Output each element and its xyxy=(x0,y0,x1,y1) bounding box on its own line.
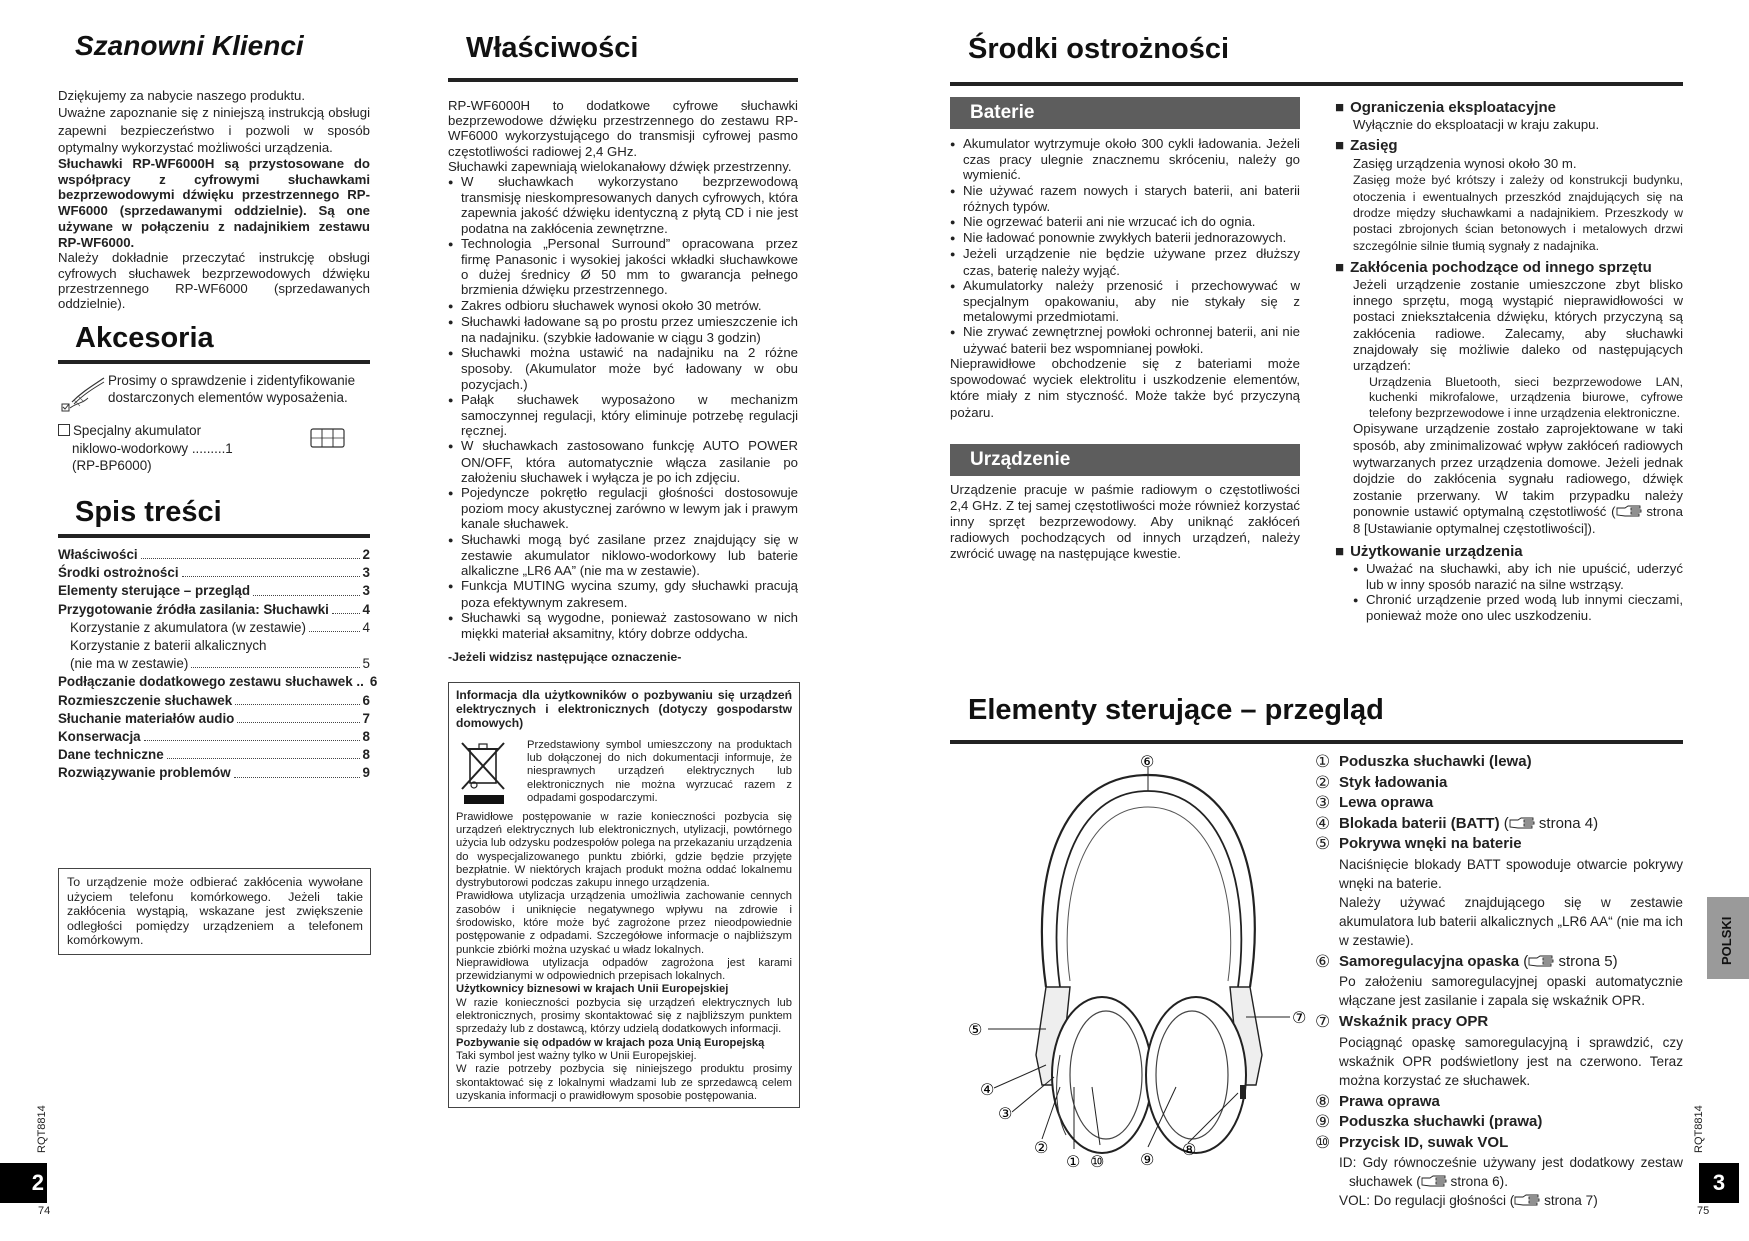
toc-row[interactable] xyxy=(58,637,370,655)
features-bullets xyxy=(448,174,798,641)
customers-p3: Słuchawki RP-WF6000H są przystosowane do współpracy z cyfrowymi słuchawkami bezprzewodowymi dźwięku przestrzennego RP-WF6000 (sprzedawanymi oddzielnie). Są one używane w połączeniu z nadajnikiem zestawu RP-WF6000. xyxy=(58,156,370,250)
features-intro2: Słuchawki zapewniają wielokanałowy dźwięk przestrzenny. xyxy=(448,158,792,174)
battery-pack-icon xyxy=(310,427,346,449)
disposal-business-heading: Użytkownicy biznesowi w krajach Unii Europejskiej xyxy=(456,983,729,996)
marking-label: -Jeżeli widzisz następujące oznaczenie- xyxy=(448,650,682,665)
accessories-note xyxy=(58,372,370,406)
left-page-number: 2 xyxy=(0,1163,47,1203)
control-item-5: ⑤ Pokrywa wnęki na baterie xyxy=(1315,834,1522,853)
diagram-label-3: ③ xyxy=(998,1104,1013,1123)
toc-page: 9 xyxy=(362,765,370,781)
toc-leader xyxy=(269,637,367,650)
diagram-label-1: ① xyxy=(1066,1152,1081,1171)
feature-bullet: ● W słuchawkach zastosowano funkcję AUTO POWER ON/OFF, która automatycznie włącza zasilanie po założeniu słuchawek i wyłącza je po ich zdjęciu. xyxy=(448,438,798,485)
disposal-outside-heading: Pozbywanie się odpadów w krajach poza Unią Europejską xyxy=(456,1036,765,1049)
battery-bullets xyxy=(950,136,1300,356)
toc-row[interactable] xyxy=(58,619,370,637)
range-heading: ■ Zasięg xyxy=(1335,136,1683,155)
toc-page: 4 xyxy=(362,619,370,635)
feature-bullet: ● Zakres odbioru słuchawek wynosi około 30 metrów. xyxy=(448,298,798,314)
toc-label: (nie ma w zestawie) xyxy=(70,656,189,672)
accessory-line-1: Specjalny akumulator xyxy=(58,422,370,440)
controls-list xyxy=(1315,752,1683,1210)
right-doc-code: RQT8814 xyxy=(1693,1105,1705,1153)
toc-leader xyxy=(167,746,360,759)
toc-leader xyxy=(253,582,360,595)
customers-body xyxy=(58,88,370,311)
checkbox-icon[interactable] xyxy=(58,424,70,436)
toc-page: 3 xyxy=(362,583,370,599)
toc-leader xyxy=(141,546,360,559)
disposal-p5: Taki symbol jest ważny tylko w Unii Europejskiej. xyxy=(456,1049,697,1062)
toc-row[interactable] xyxy=(58,546,370,564)
battery-bullet: ● Akumulatorky należy przenosić i przechowywać w specjalnym opakowaniu, aby nie stykały się z metalowymi przedmiotami. xyxy=(950,278,1300,325)
battery-bullet: ● Nie zrywać zewnętrznej powłoki ochronnej baterii, ani nie używać baterii bez wspomnianej powłoki. xyxy=(950,324,1300,355)
precautions-heading xyxy=(950,30,1683,86)
toc-page: 3 xyxy=(362,565,370,581)
customers-title: Szanowni Klienci xyxy=(75,30,304,61)
diagram-label-2: ② xyxy=(1034,1138,1049,1157)
feature-bullet: ● Słuchawki można ustawić na nadajniku na 2 różne sposoby. (Akumulator może być ładowany w obu pozycjach.) xyxy=(448,345,798,392)
control-item-10: ⑩ Przycisk ID, suwak VOL xyxy=(1315,1132,1509,1152)
feature-bullet: ● Słuchawki są wygodne, ponieważ zastosowano w nich miękki materiał aksamitny, który dobrze oddycha. xyxy=(448,610,798,641)
battery-bullet: ● Nie używać razem nowych i starych baterii, ani baterii różnych typów. xyxy=(950,183,1300,214)
interference-heading: ■ Zakłócenia pochodzące od innego sprzętu xyxy=(1335,258,1683,277)
toc-label: Przygotowanie źródła zasilania: Słuchawki xyxy=(58,601,329,617)
interference-text-2: Urządzenia Bluetooth, sieci bezprzewodowe LAN, kuchenki mikrofalowe, urządzenia biurowe, cyfrowe telefony bezprzewodowe i inne urządzenia elektroniczne. xyxy=(1369,374,1683,420)
disposal-p1: Prawidłowe postępowanie w razie konieczności pozbycia się urządzeń elektrycznych lub elektronicznych, utylizacji, powtórnego użycia lub odzysku podzespołów polega na przekazaniu urządzenia do wyspecjalizowanego punktu zbiórki, gdzie będzie przyjęte bezpłatnie. W niektórych krajach produkt można oddać lokalnemu dystrybutorowi podczas zakupu innego urządzenia. xyxy=(456,810,792,890)
toc-row[interactable] xyxy=(58,746,370,764)
device-text: Urządzenie pracuje w paśmie radiowym o częstotliwości 2,4 GHz. Z tej samej częstotliwości może również korzystać inny sprzęt bezprzewodowy. Aby uniknąć zakłóceń radiowych pochodzących od innych urządzeń, należy zwrócić uwagę na następujące kwestie. xyxy=(950,482,1300,561)
left-page-small: 74 xyxy=(38,1205,51,1217)
feature-bullet: ● Słuchawki mogą być zasilane przez znajdujący się w zestawie akumulator niklowo-wodorkowy lub baterie alkaliczne „LR6 AA” (nie ma w zestawie). xyxy=(448,532,798,579)
disposal-symbol-row xyxy=(456,739,792,811)
toc-page: 6 xyxy=(362,692,370,708)
control-7-desc: Pociągnąć opaskę samoregulacyjną i sprawdzić, czy wskaźnik OPR podświetlony jest na czerwono. Teraz można korzystać ze słuchawek. xyxy=(1339,1034,1683,1088)
crossed-bin-icon xyxy=(460,739,508,805)
control-item-2: ② Styk ładowania xyxy=(1315,772,1448,792)
toc-row[interactable] xyxy=(58,692,370,710)
interference-text-1: Jeżeli urządzenie zostanie umieszczone zbyt blisko innego sprzętu, mogą wystąpić nieprawidłowości w postaci zniekształcenia dźwięku, których przyczyną są zakłócenia radiowe. Zalecamy, aby słuchawki znajdowały się możliwie daleko od następujących urządzeń: xyxy=(1353,276,1683,374)
control-item-7: ⑦ Wskaźnik pracy OPR xyxy=(1315,1012,1489,1031)
toc-page: 2 xyxy=(362,547,370,562)
control-5-desc-a: Naciśnięcie blokady BATT spowoduje otwarcie pokrywy wnęki na baterie. xyxy=(1339,856,1683,891)
accessory-line-2: niklowo-wodorkowy .........1 xyxy=(72,440,233,456)
diagram-label-10: ⑩ xyxy=(1090,1152,1105,1171)
control-item-9: ⑨ Poduszka słuchawki (prawa) xyxy=(1315,1112,1543,1131)
toc-label: Dane techniczne xyxy=(58,747,164,763)
toc-leader xyxy=(235,692,359,705)
toc-page: 8 xyxy=(362,747,370,763)
usage-bullet: ● Chronić urządzenie przed wodą lub innymi cieczami, ponieważ może ono ulec uszkodzeniu. xyxy=(1353,592,1683,623)
toc-row[interactable] xyxy=(58,673,378,691)
hand-pointer-icon xyxy=(1509,817,1535,829)
toc-row[interactable] xyxy=(58,564,370,582)
control-10-desc-b: VOL: Do regulacji głośności ( strona 7) xyxy=(1339,1193,1598,1208)
disposal-p2: Prawidłowa utylizacja urządzenia umożliwia zachowanie cennych zasobów i uniknięcie negatywnego wpływu na zdrowie i środowisko, które może być zagrożone przez nieodpowiednie postępowanie z odpadami. Szczegółowe informacje o najbliższym punkcie zbiórki można uzyskać u władz lokalnych. xyxy=(456,890,792,956)
battery-bullet: ● Jeżeli urządzenie nie będzie używane przez dłuższy czas, baterię należy wyjąć. xyxy=(950,246,1300,277)
control-item-6: ⑥ Samoregulacyjna opaska ( strona 5) xyxy=(1315,951,1618,971)
feature-bullet: ● Słuchawki ładowane są po prostu przez umieszczenie ich na nadajniku. (szybkie ładowanie w ciągu 3 godzin) xyxy=(448,314,798,345)
disposal-p3: Nieprawidłowa utylizacja odpadów zagrożona jest karami przewidzianymi w odpowiednich przepisach lokalnych. xyxy=(456,956,792,983)
hand-pointer-icon xyxy=(1514,1194,1540,1206)
controls-heading xyxy=(950,688,1683,744)
battery-warning: Nieprawidłowe obchodzenie się z bateriami może spowodować wyciek elektrolitu i uszkodzenie elementów, które miały z nim styczność. Może także być przyczyną pożaru. xyxy=(950,355,1300,420)
toc-label: Podłączanie dodatkowego zestawu słuchawek .. xyxy=(58,674,364,690)
toc-page: 8 xyxy=(362,729,370,745)
phone-note-box xyxy=(58,868,371,955)
toc-label: Właściwości xyxy=(58,547,138,562)
range-text-2: Zasięg może być krótszy i zależy od konstrukcji budynku, otoczenia i ewentualnych przeszkód znajdujących się na drodze między słuchawkami a nadajnikiem. Przeszkody w postaci zbrojonych ścian betonowych i metalowych drzwi szczególnie silnie tłumią sygnały z nadajnika. xyxy=(1353,173,1683,253)
control-5-desc-b: Należy używać znajdującego się w zestawie akumulatora lub baterii alkalicznych „LR6 AA“ (nie ma ich w zestawie). xyxy=(1339,894,1683,948)
hand-pointer-icon xyxy=(1421,1175,1447,1187)
feature-bullet: ● Technologia „Personal Surround” opracowana przez firmę Panasonic i wysokiej jakości wkładki słuchawkowe o dużej średnicy Ø 50 mm to gwarancja pełnego brzmienia dźwięku przestrzennego. xyxy=(448,236,798,298)
features-body xyxy=(448,98,798,666)
toc-row[interactable] xyxy=(58,710,370,728)
language-tab xyxy=(1707,897,1749,979)
toc-row[interactable] xyxy=(58,764,370,782)
toc-leader xyxy=(332,601,360,614)
disposal-p4: W razie konieczności pozbycia się urządzeń elektrycznych lub elektronicznych, prosimy skontaktować się z najbliższym punktem sprzedaży lub z dostawcą, którzy udzielą dodatkowych informacji. xyxy=(456,996,792,1036)
precautions-title: Środki ostrożności xyxy=(968,33,1230,65)
toc-leader xyxy=(309,619,360,632)
device-bar: Urządzenie xyxy=(950,444,1300,476)
customers-p4: Należy dokładnie przeczytać instrukcję obsługi cyfrowych słuchawek bezprzewodowych dźwięku przestrzennego RP-WF6000 (sprzedawanych oddzielnie). xyxy=(58,250,370,312)
headphones-diagram xyxy=(950,755,1350,1175)
battery-bullet: ● Akumulator wytrzymuje około 300 cykli ładowania. Jeżeli czas pracy ulegnie znacznemu skróceniu, należy go wymienić. xyxy=(950,136,1300,183)
disposal-title: Informacja dla użytkowników o pozbywaniu się urządzeń elektrycznych i elektronicznych (dotyczy gospodarstw domowych) xyxy=(456,688,792,731)
interference-text-3: Opisywane urządzenie zostało zaprojektowane w taki sposób, aby zminimalizować wpływ zakłóceń radiowych wytwarzanych przez urządzenia domowe. Jeżeli jednak dojdzie do zakłócenia sygnału radiowego, dźwięk zostanie przerwany. W takim przypadku należy ponownie ustawić optymalną częstotliwość ( strona 8 [Ustawianie optymalnej częstotliwości]). xyxy=(1353,421,1683,537)
customers-p1: Dziękujemy za nabycie naszego produktu. xyxy=(58,88,306,103)
accessories-title: Akcesoria xyxy=(75,322,214,354)
toc-leader xyxy=(182,564,360,577)
toc-page: 7 xyxy=(362,710,370,726)
limits-text: Wyłącznie do eksploatacji w kraju zakupu. xyxy=(1353,117,1600,132)
toc-row[interactable] xyxy=(58,728,370,746)
feature-bullet: ● Funkcja MUTING wycina szumy, gdy słuchawki pracują poza efektywnym zakresem. xyxy=(448,578,798,609)
feature-bullet: ● Pojedyncze pokrętło regulacji głośności dostosowuje poziom mocy akustycznej zarówno w lewym jak i prawym kanale słuchawek. xyxy=(448,485,798,532)
toc-row[interactable] xyxy=(58,601,370,619)
control-10-desc-a: ID: Gdy równocześnie używany jest dodatkowy zestaw słuchawek ( strona 6). xyxy=(1339,1155,1683,1189)
limits-section xyxy=(1335,98,1683,623)
toc-label: Rozmieszczenie słuchawek xyxy=(58,692,233,708)
control-item-1: ① Poduszka słuchawki (lewa) xyxy=(1315,752,1532,771)
accessory-line-3: (RP-BP6000) xyxy=(72,458,152,473)
toc-label: Korzystanie z akumulatora (w zestawie) xyxy=(70,619,306,635)
diagram-label-4: ④ xyxy=(980,1080,995,1099)
hand-pointer-icon xyxy=(1616,505,1642,517)
hand-pointer-icon xyxy=(1528,955,1554,967)
language-tab-label: POLSKI xyxy=(1719,916,1734,965)
accessories-heading xyxy=(58,322,370,364)
toc-label: Elementy sterujące – przegląd xyxy=(58,583,251,599)
toc-leader xyxy=(237,710,359,723)
usage-heading: ■ Użytkowanie urządzenia xyxy=(1335,542,1683,561)
pen-check-icon xyxy=(60,376,106,416)
batteries-bar: Baterie xyxy=(950,97,1300,129)
control-6-desc: Po założeniu samoregulacyjnej opaski automatycznie włączane jest zasilanie i zapala się wskaźnik OPR. xyxy=(1339,974,1683,1008)
toc-row[interactable] xyxy=(58,582,370,600)
diagram-label-6: ⑥ xyxy=(1140,755,1155,771)
customers-p2: Uważne zapoznanie się z niniejszą instrukcją obsługi zapewni bezpieczeństwo i pozwoli w sposób optymalny wykorzystać możliwości urządzenia. xyxy=(58,105,370,155)
controls-title: Elementy sterujące – przegląd xyxy=(968,694,1384,726)
toc-page: 5 xyxy=(362,656,370,672)
range-text-1: Zasięg urządzenia wynosi około 30 m. xyxy=(1353,156,1577,172)
toc-label: Korzystanie z baterii alkalicznych xyxy=(70,638,267,654)
usage-bullets xyxy=(1335,561,1683,624)
control-item-4: ④ Blokada baterii (BATT) ( strona 4) xyxy=(1315,813,1599,833)
battery-bullet: ● Nie ogrzewać baterii ani nie wrzucać ich do ognia. xyxy=(950,214,1300,230)
disposal-symbol-text: Przedstawiony symbol umieszczony na produktach lub dołączonej do nich dokumentacji informuje, że niesprawnych urządzeń elektrycznych lub elektronicznych nie można wyrzucać razem z odpadami gospodarczymi. xyxy=(527,738,792,804)
toc-label: Słuchanie materiałów audio xyxy=(58,710,235,726)
toc-page: 4 xyxy=(362,601,370,617)
accessory-item xyxy=(58,422,370,475)
feature-bullet: ● Pałąk słuchawek wyposażono w mechanizm samoczynnej regulacji, który eliminuje potrzebę regulacji ręcznej. xyxy=(448,392,798,439)
accessories-note-text: Prosimy o sprawdzenie i zidentyfikowanie dostarczonych elementów wyposażenia. xyxy=(108,373,356,405)
diagram-label-9: ⑨ xyxy=(1140,1150,1155,1169)
features-title: Właściwości xyxy=(466,32,639,64)
features-heading xyxy=(448,32,798,82)
diagram-label-7: ⑦ xyxy=(1292,1008,1307,1027)
toc-title: Spis treści xyxy=(75,496,222,528)
feature-bullet: ● W słuchawkach wykorzystano bezprzewodową transmisję nieskompresowanych danych cyfrowych, która zapewnia jakość dźwięku identyczną z płytą CD i nie jest podatna na zakłócenia zewnętrzne. xyxy=(448,174,798,236)
toc-page: 6 xyxy=(369,674,378,690)
toc-leader xyxy=(191,655,359,668)
features-intro: RP-WF6000H to dodatkowe cyfrowe słuchawki bezprzewodowe dźwięku przestrzennego do zestawu RP-WF6000 wykorzystującego do transmisji cyfrowej pasmo częstotliwości radiowej 2,4 GHz. xyxy=(448,98,798,159)
toc-leader xyxy=(234,764,360,777)
right-page-small: 75 xyxy=(1697,1205,1710,1217)
toc-heading xyxy=(58,496,370,538)
phone-note-text: To urządzenie może odbierać zakłócenia wywołane użyciem telefonu komórkowego. Jeżeli takie zakłócenia wystąpią, wskazane jest zwiększenie odległości pomiędzy urządzeniem a telefonem komórkowym. xyxy=(67,875,363,948)
diagram-label-5: ⑤ xyxy=(968,1020,983,1039)
toc-label: Konserwacja xyxy=(58,729,141,745)
control-item-3: ③ Lewa oprawa xyxy=(1315,793,1434,812)
usage-bullet: ● Uważać na słuchawki, aby ich nie upuścić, uderzyć lub w inny sposób narazić na silne wstrząsy. xyxy=(1353,561,1683,592)
disposal-p6: W razie potrzeby pozbycia się niniejszego produktu prosimy skontaktować się z lokalnymi władzami lub ze sprzedawcą celem uzyskania informacji o prawidłowym sposobie postępowania. xyxy=(456,1063,792,1102)
control-item-8: ⑧ Prawa oprawa xyxy=(1315,1091,1440,1111)
toc-row[interactable] xyxy=(58,655,370,673)
diagram-label-8: ⑧ xyxy=(1182,1140,1197,1159)
right-page-number: 3 xyxy=(1699,1163,1739,1203)
battery-bullet: ● Nie ładować ponownie zwykłych baterii jednorazowych. xyxy=(950,230,1300,246)
toc-label: Rozwiązywanie problemów xyxy=(58,765,231,781)
left-doc-code: RQT8814 xyxy=(36,1105,48,1153)
batteries-body xyxy=(950,136,1300,421)
toc-label: Środki ostrożności xyxy=(58,565,179,581)
disposal-box xyxy=(448,682,800,1108)
toc-leader xyxy=(144,728,360,741)
limits-heading: ■ Ograniczenia eksploatacyjne xyxy=(1335,98,1683,117)
toc-list xyxy=(58,546,378,783)
